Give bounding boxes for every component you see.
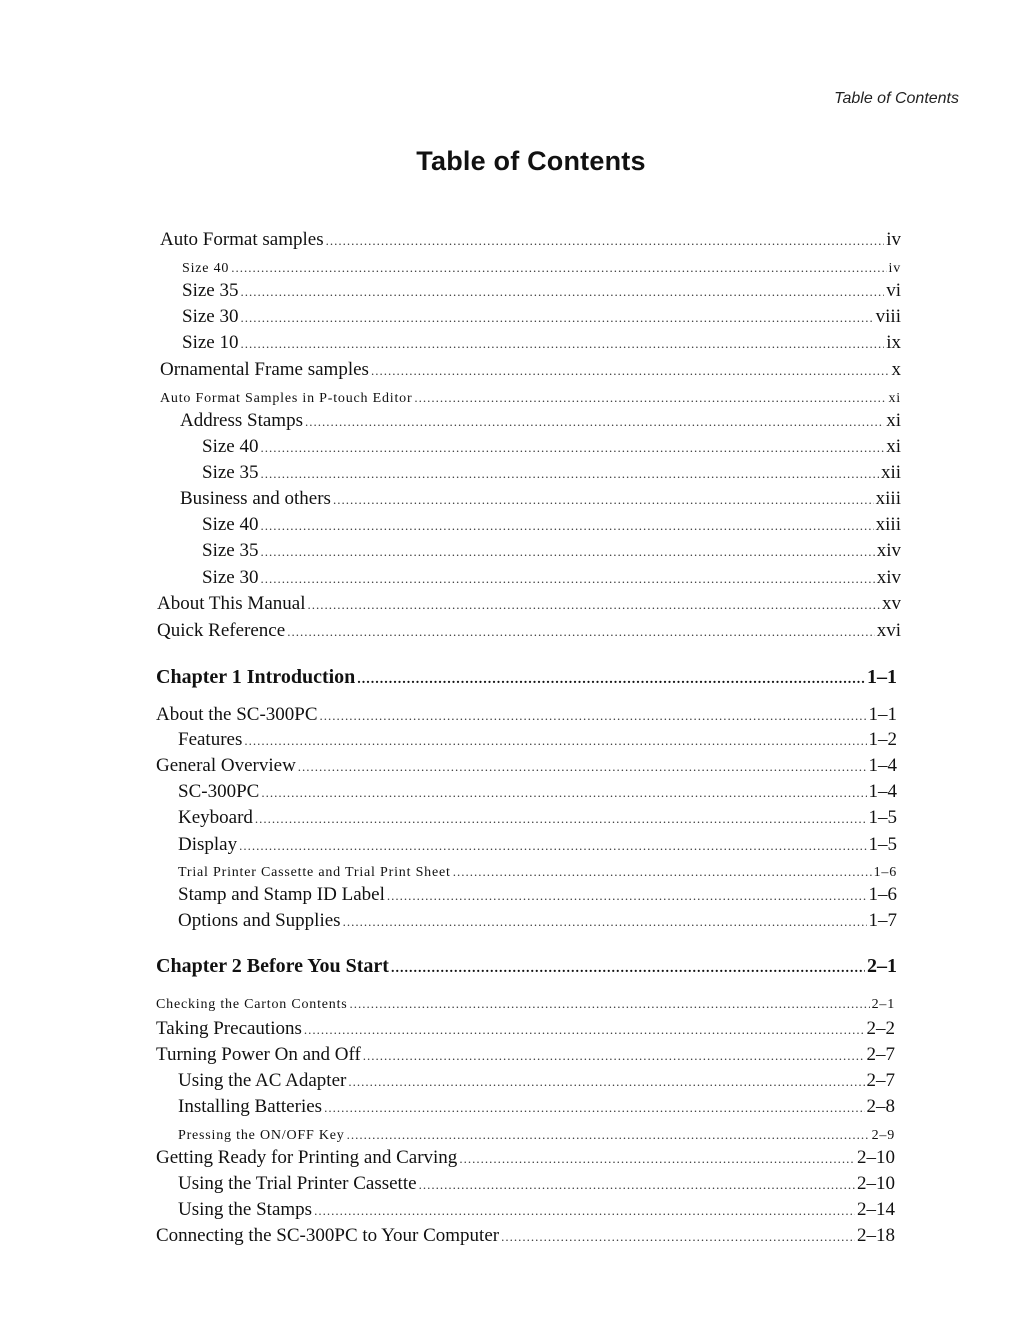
toc-entry-page: xi (886, 436, 901, 457)
toc-entry[interactable] (178, 1124, 895, 1147)
toc-entry[interactable] (202, 514, 901, 537)
toc-entry-label: Size 10 (182, 332, 239, 353)
dot-leader (260, 568, 874, 590)
toc-entry[interactable] (182, 306, 901, 329)
toc-entry-label: Size 35 (202, 462, 259, 483)
toc-entry-label: Business and others (180, 488, 331, 509)
toc-entry[interactable] (182, 257, 901, 280)
toc-entry-page: xi (888, 391, 901, 406)
toc-entry[interactable] (156, 704, 897, 727)
toc-entry-page: xiii (875, 488, 901, 509)
dot-leader (305, 411, 884, 433)
toc-entry-page: 1–4 (868, 781, 897, 802)
toc-entry[interactable] (178, 781, 897, 804)
toc-entry-label: General Overview (156, 755, 296, 776)
toc-entry-label: SC-300PC (178, 781, 260, 802)
toc-entry-label: Installing Batteries (178, 1096, 323, 1117)
toc-chapter-heading[interactable] (156, 955, 897, 980)
toc-entry-page: 2–18 (857, 1225, 895, 1246)
toc-entry-page: 2–10 (857, 1173, 895, 1194)
toc-entry-label: Ornamental Frame samples (160, 359, 369, 380)
dot-leader (307, 594, 880, 616)
dot-leader (363, 1045, 865, 1067)
toc-entry-label: Pressing the ON/OFF Key (178, 1128, 345, 1143)
dot-leader (387, 885, 867, 907)
toc-entry-label: Stamp and Stamp ID Label (178, 884, 385, 905)
toc-entry[interactable] (178, 1096, 895, 1119)
toc-entry-page: iv (886, 229, 901, 250)
dot-leader (314, 1200, 855, 1222)
running-header: Table of Contents (834, 90, 959, 107)
toc-entry[interactable] (157, 620, 901, 643)
toc-entry-page: 1–4 (868, 755, 897, 776)
toc-entry[interactable] (178, 861, 897, 884)
toc-entry-page: vi (886, 280, 901, 301)
toc-entry-page: x (891, 359, 901, 380)
toc-entry-label: Features (178, 729, 243, 750)
dot-leader (453, 861, 872, 883)
toc-entry[interactable] (182, 280, 901, 303)
dot-leader (371, 360, 890, 382)
toc-entry[interactable] (182, 332, 901, 355)
toc-entry-label: Using the Trial Printer Cassette (178, 1173, 417, 1194)
dot-leader (240, 333, 884, 355)
toc-entry-label: Size 30 (182, 306, 239, 327)
dot-leader (391, 958, 865, 980)
toc-entry-page: 2–1 (871, 997, 895, 1012)
toc-entry-label: Address Stamps (180, 410, 303, 431)
toc-entry-page: 1–6 (868, 884, 897, 905)
toc-entry-label: Size 30 (202, 567, 259, 588)
toc-entry[interactable] (178, 1070, 895, 1093)
toc-entry-page: viii (875, 306, 901, 327)
toc-entry[interactable] (178, 910, 897, 933)
toc-entry-page: xvi (876, 620, 901, 641)
toc-entry[interactable] (160, 387, 901, 410)
toc-entry-page: 2–1 (867, 955, 897, 977)
toc-entry[interactable] (156, 1147, 895, 1170)
toc-entry-page: 2–10 (857, 1147, 895, 1168)
toc-entry-label: Trial Printer Cassette and Trial Print Sheet (178, 865, 451, 880)
dot-leader (260, 463, 878, 485)
toc-entry-page: xv (882, 593, 901, 614)
toc-entry-label: Using the AC Adapter (178, 1070, 347, 1091)
toc-entry[interactable] (156, 993, 895, 1016)
toc-entry-label: Display (178, 834, 238, 855)
dot-leader (333, 489, 874, 511)
dot-leader (260, 541, 874, 563)
toc-entry-label: About the SC-300PC (156, 704, 318, 725)
toc-entry[interactable] (178, 884, 897, 907)
toc-entry-label: Chapter 2 Before You Start (156, 955, 389, 977)
toc-entry[interactable] (156, 1225, 895, 1248)
dot-leader (240, 307, 873, 329)
toc-entry-page: xi (886, 410, 901, 431)
dot-leader (357, 669, 865, 691)
toc-entry-label: Size 35 (182, 280, 239, 301)
toc-entry-page: iv (888, 261, 901, 276)
toc-entry[interactable] (178, 1199, 895, 1222)
dot-leader (414, 387, 886, 409)
toc-entry-label: Auto Format Samples in P-touch Editor (160, 391, 413, 406)
dot-leader (260, 515, 873, 537)
toc-entry-page: 1–5 (868, 834, 897, 855)
toc-entry-label: Getting Ready for Printing and Carving (156, 1147, 458, 1168)
dot-leader (343, 911, 867, 933)
toc-entry[interactable] (156, 1044, 895, 1067)
toc-entry-page: 1–1 (868, 704, 897, 725)
toc-entry-label: Size 40 (202, 514, 259, 535)
toc-entry[interactable] (202, 462, 901, 485)
toc-entry-page: xiii (875, 514, 901, 535)
toc-entry-label: Connecting the SC-300PC to Your Computer (156, 1225, 500, 1246)
toc-entry[interactable] (160, 359, 901, 382)
toc-entry-label: Chapter 1 Introduction (156, 666, 356, 688)
dot-leader (231, 257, 886, 279)
toc-entry-label: Checking the Carton Contents (156, 997, 348, 1012)
toc-entry-page: xii (880, 462, 901, 483)
toc-entry-page: 2–2 (866, 1018, 895, 1039)
toc-entry-label: Auto Format samples (160, 229, 324, 250)
dot-leader (304, 1019, 865, 1041)
toc-chapter-heading[interactable] (156, 666, 897, 691)
dot-leader (287, 621, 875, 643)
toc-entry[interactable] (156, 1018, 895, 1041)
dot-leader (260, 437, 884, 459)
toc-entry-label: Size 40 (202, 436, 259, 457)
toc-entry-label: Quick Reference (157, 620, 286, 641)
toc-entry[interactable] (178, 834, 897, 857)
toc-entry[interactable] (157, 593, 901, 616)
toc-entry[interactable] (202, 540, 901, 563)
toc-entry-page: 1–1 (867, 666, 897, 688)
dot-leader (320, 705, 867, 727)
toc-entry-page: 2–7 (866, 1070, 895, 1091)
toc-entry-label: Size 40 (182, 261, 230, 276)
dot-leader (324, 1097, 864, 1119)
toc-entry[interactable] (180, 488, 901, 511)
dot-leader (419, 1174, 855, 1196)
toc-entry-label: Options and Supplies (178, 910, 341, 931)
toc-entry[interactable] (156, 755, 897, 778)
toc-entry-label: Turning Power On and Off (156, 1044, 361, 1065)
dot-leader (244, 730, 866, 752)
toc-entry-label: Size 35 (202, 540, 259, 561)
toc-entry-page: 2–7 (866, 1044, 895, 1065)
toc-entry-label: About This Manual (157, 593, 306, 614)
dot-leader (261, 782, 866, 804)
toc-entry[interactable] (178, 807, 897, 830)
toc-entry-page: 1–2 (868, 729, 897, 750)
toc-entry-label: Taking Precautions (156, 1018, 302, 1039)
toc-entry-page: 1–5 (868, 807, 897, 828)
toc-entry[interactable] (178, 1173, 895, 1196)
dot-leader (255, 808, 867, 830)
toc-entry-page: xiv (876, 540, 901, 561)
dot-leader (239, 835, 866, 857)
toc-entry[interactable] (202, 567, 901, 590)
dot-leader (240, 281, 884, 303)
toc-entry-page: 1–7 (868, 910, 897, 931)
toc-entry-page: 2–8 (866, 1096, 895, 1117)
toc-entry-page: 2–9 (871, 1128, 895, 1143)
toc-entry-label: Using the Stamps (178, 1199, 313, 1220)
dot-leader (501, 1226, 855, 1248)
toc-entry[interactable] (178, 729, 897, 752)
toc-entry-page: ix (886, 332, 901, 353)
toc-entry-page: 1–6 (873, 865, 897, 880)
toc-entry-page: xiv (876, 567, 901, 588)
toc-entry[interactable] (160, 229, 901, 252)
dot-leader (459, 1148, 855, 1170)
toc-entry-page: 2–14 (857, 1199, 895, 1220)
toc-entry[interactable] (202, 436, 901, 459)
page-title: Table of Contents (416, 146, 646, 176)
toc-entry-label: Keyboard (178, 807, 253, 828)
dot-leader (350, 993, 870, 1015)
dot-leader (348, 1071, 864, 1093)
dot-leader (326, 230, 885, 252)
dot-leader (347, 1124, 870, 1146)
dot-leader (298, 756, 867, 778)
toc-entry[interactable] (180, 410, 901, 433)
